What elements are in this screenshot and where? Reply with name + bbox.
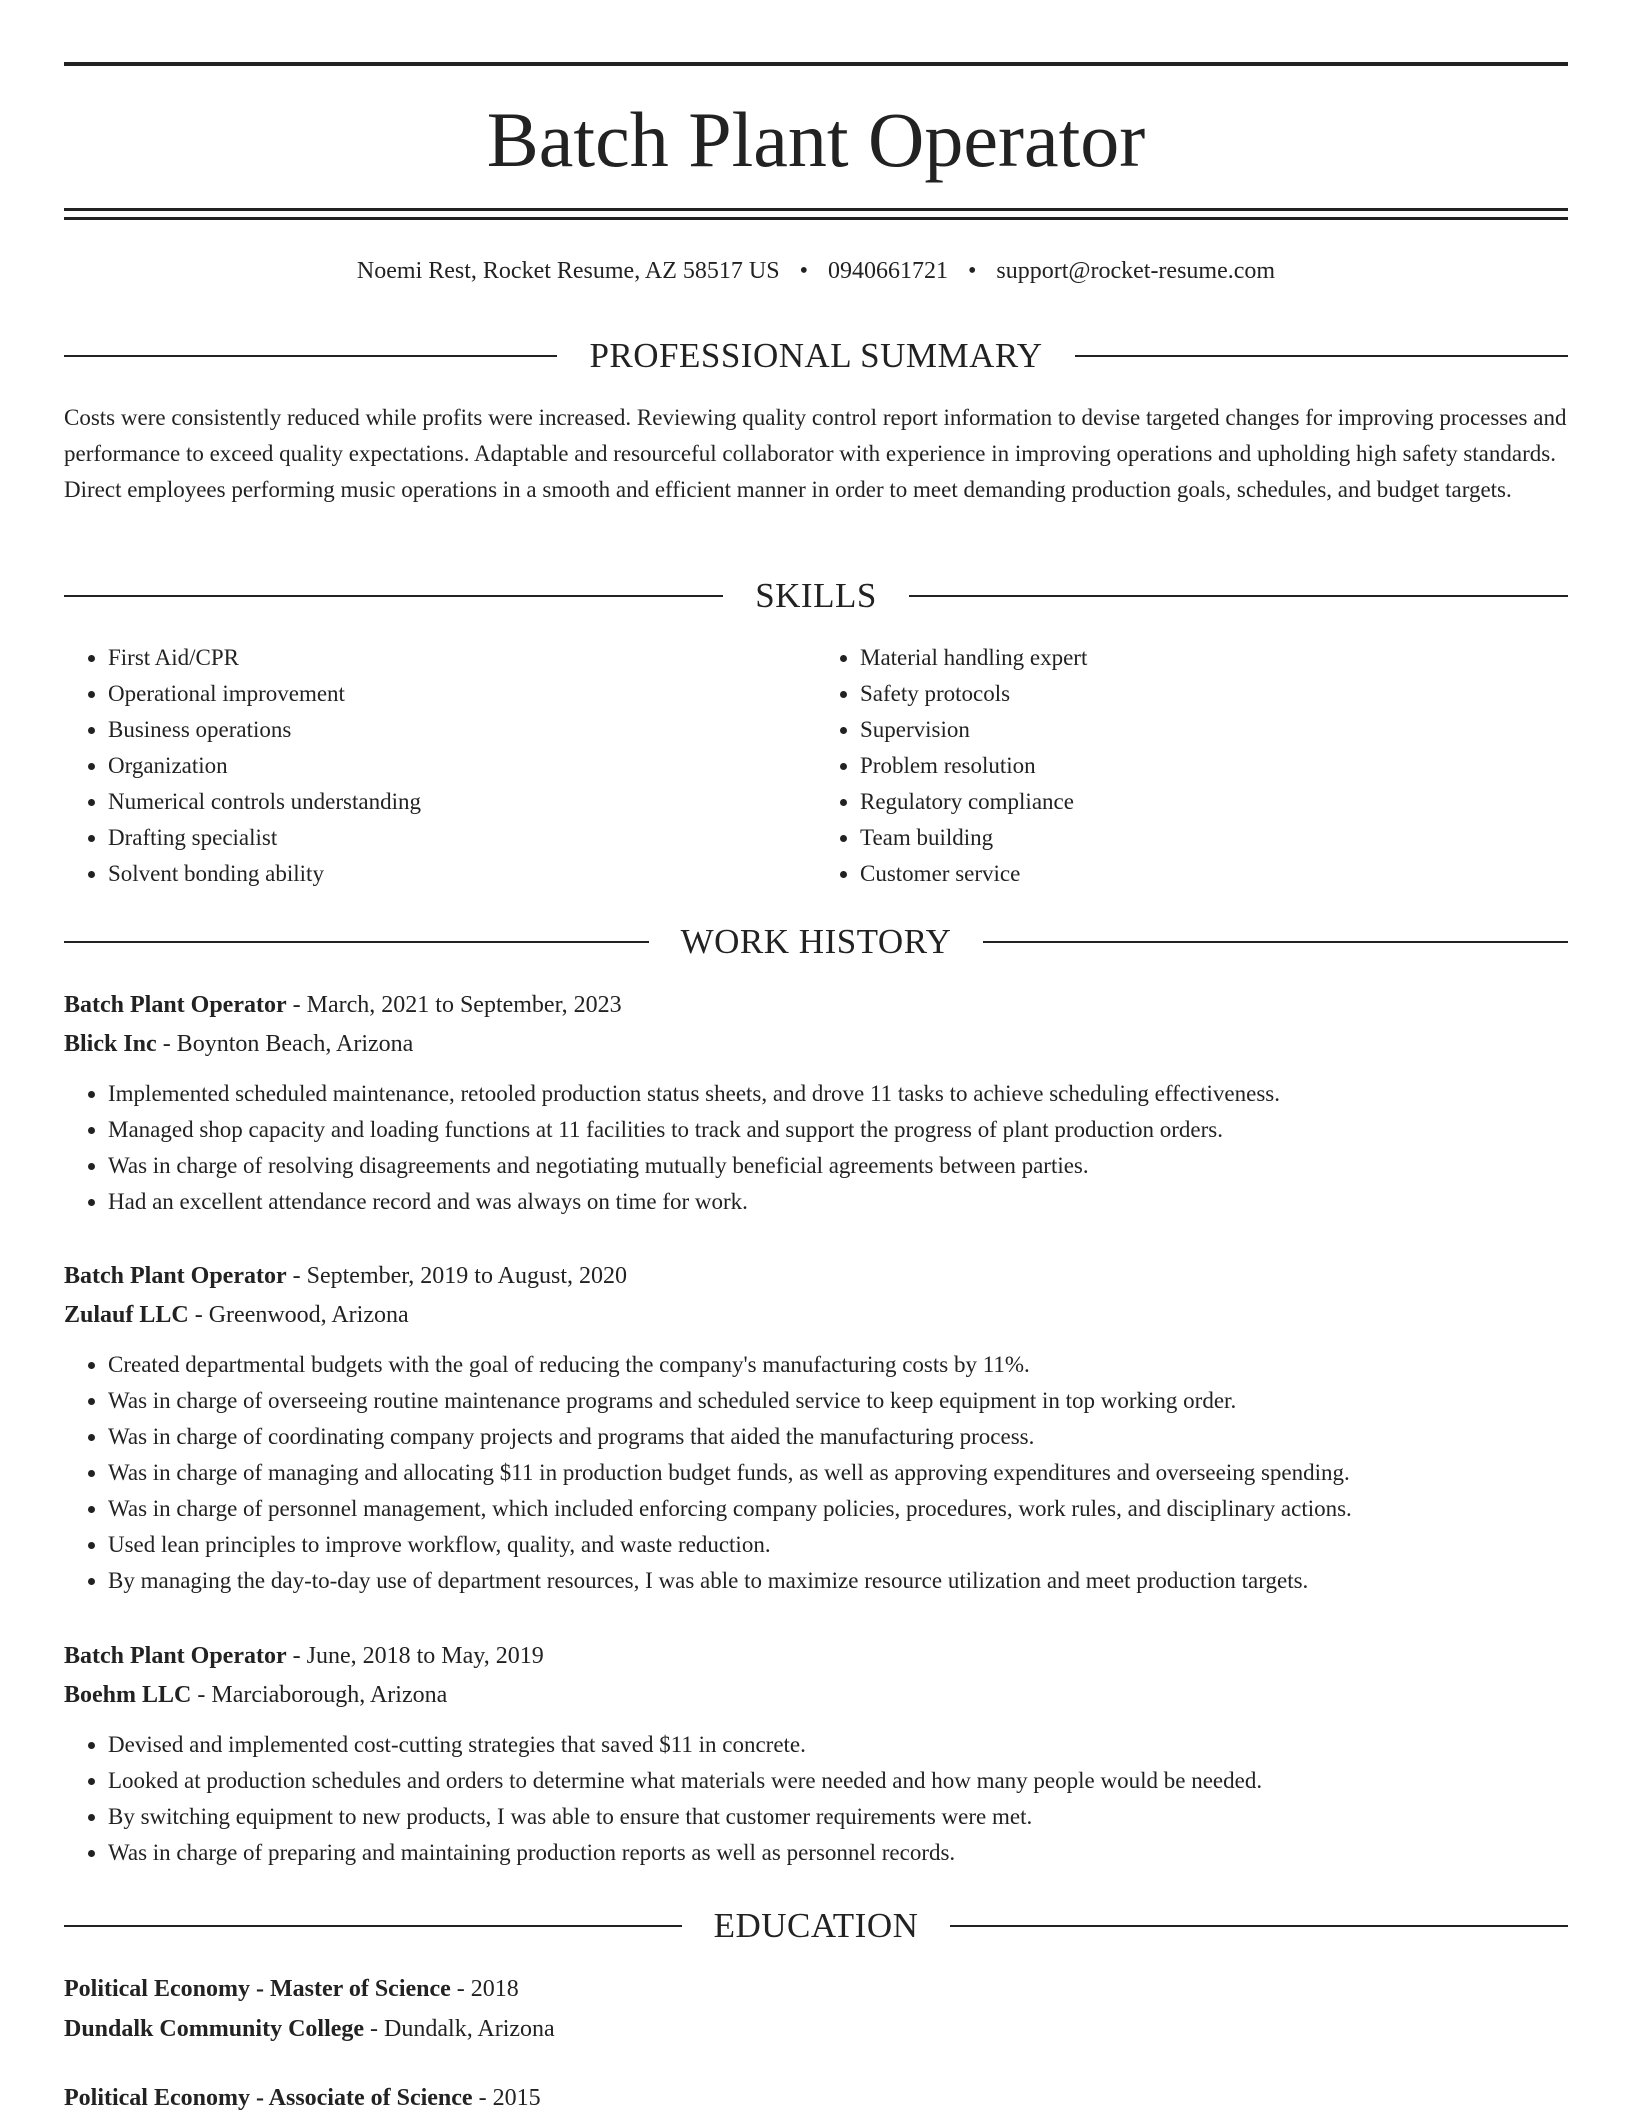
skill-item: • Business operations: [108, 712, 816, 748]
education-school-line: [64, 2011, 1568, 2047]
job-company: Blick Inc: [64, 1031, 157, 1057]
skill-item: • Customer service: [860, 856, 1568, 892]
job-company: Zulauf LLC: [64, 1302, 189, 1328]
job-bullet: • Devised and implemented cost-cutting strategies that saved $11 in concrete.: [108, 1727, 1568, 1763]
job-bullet: • Was in charge of managing and allocating $11 in production budget funds, as well as approving expenditures and overseeing spending.: [108, 1455, 1568, 1491]
skill-item: • Team building: [860, 820, 1568, 856]
education-degree: Political Economy - Master of Science: [64, 1976, 451, 2002]
job-bullets: [64, 1727, 1568, 1871]
divider-line: [1075, 355, 1568, 357]
job-title: Batch Plant Operator: [64, 1263, 287, 1289]
section-header-education: [64, 1906, 1568, 1946]
education-degree-line: [64, 1971, 1568, 2007]
job-dates: - June, 2018 to May, 2019: [286, 1643, 544, 1669]
job-bullet: • Was in charge of preparing and maintaining production reports as well as personnel records.: [108, 1835, 1568, 1871]
skills-column-right: [816, 640, 1568, 892]
resume-name: Batch Plant Operator: [486, 96, 1146, 183]
job-bullet: • By switching equipment to new products, I was able to ensure that customer requirements were met.: [108, 1799, 1568, 1835]
job-bullet: • Was in charge of resolving disagreements and negotiating mutually beneficial agreements between parties.: [108, 1148, 1568, 1184]
job-bullet: • Was in charge of personnel management, which included enforcing company policies, procedures, work rules, and disciplinary actions.: [108, 1491, 1568, 1527]
section-title: WORK HISTORY: [680, 922, 952, 961]
contact-address: Noemi Rest, Rocket Resume, AZ 58517 US: [356, 258, 780, 284]
job-bullet: • By managing the day-to-day use of department resources, I was able to maximize resource utilization and meet production targets.: [108, 1563, 1568, 1599]
job-location: - Boynton Beach, Arizona: [156, 1031, 414, 1057]
skill-item: • Material handling expert: [860, 640, 1568, 676]
divider-line: [909, 595, 1568, 597]
job-company-line: [64, 1677, 1568, 1713]
job-bullet: • Managed shop capacity and loading functions at 11 facilities to track and support the progress of plant production orders.: [108, 1112, 1568, 1148]
job-bullet: • Implemented scheduled maintenance, retooled production status sheets, and drove 11 tasks to achieve scheduling effectiveness.: [108, 1076, 1568, 1112]
job-bullet: • Created departmental budgets with the goal of reducing the company's manufacturing costs by 11%.: [108, 1347, 1568, 1383]
skill-item: • Operational improvement: [108, 676, 816, 712]
education-entry: [64, 1971, 1568, 2047]
job-entry: [64, 1258, 1568, 1599]
education-entry: [64, 2080, 1568, 2116]
summary-text: Costs were consistently reduced while profits were increased. Reviewing quality control report information to devise targeted changes for improving processes and performance to exceed quality expectations. Adaptable and resourceful collaborator with experience in improving operations and upholding high safety standards. Direct employees performing music operations in a smooth and efficient manner in order to meet demanding production goals, schedules, and budget targets.: [64, 405, 1567, 502]
contact-line: [64, 254, 1568, 288]
contact-separator: •: [967, 258, 977, 284]
skill-item: • Drafting specialist: [108, 820, 816, 856]
skill-item: • Numerical controls understanding: [108, 784, 816, 820]
education-year: - 2015: [472, 2085, 541, 2111]
job-bullet: • Looked at production schedules and orders to determine what materials were needed and how many people would be needed.: [108, 1763, 1568, 1799]
skill-item: • Problem resolution: [860, 748, 1568, 784]
education-degree-line: [64, 2080, 1568, 2116]
contact-phone: 0940661721: [827, 258, 948, 284]
job-title-line: [64, 1638, 1568, 1674]
job-company-line: [64, 1026, 1568, 1062]
job-title: Batch Plant Operator: [64, 992, 287, 1018]
skills-list: [64, 640, 1568, 892]
job-company-line: [64, 1297, 1568, 1333]
job-bullet: • Used lean principles to improve workflow, quality, and waste reduction.: [108, 1527, 1568, 1563]
double-rule: [64, 208, 1568, 220]
skill-item: • Organization: [108, 748, 816, 784]
section-header-skills: [64, 576, 1568, 616]
skill-item: • Solvent bonding ability: [108, 856, 816, 892]
education-year: - 2018: [450, 1976, 519, 2002]
skill-item: • Supervision: [860, 712, 1568, 748]
skill-item: • First Aid/CPR: [108, 640, 816, 676]
job-bullets: [64, 1076, 1568, 1220]
job-location: - Marciaborough, Arizona: [191, 1682, 448, 1708]
job-bullet: • Had an excellent attendance record and was always on time for work.: [108, 1184, 1568, 1220]
education-degree: Political Economy - Associate of Science: [64, 2085, 473, 2111]
section-title: PROFESSIONAL SUMMARY: [589, 336, 1043, 375]
job-title-line: [64, 1258, 1568, 1294]
top-rule: [64, 62, 1568, 66]
divider-line: [983, 941, 1568, 943]
job-bullet: • Was in charge of overseeing routine maintenance programs and scheduled service to keep equipment in top working order.: [108, 1383, 1568, 1419]
skills-column-left: [64, 640, 816, 892]
job-entry: [64, 1638, 1568, 1871]
job-location: - Greenwood, Arizona: [188, 1302, 409, 1328]
contact-separator: •: [799, 258, 808, 284]
section-title: SKILLS: [755, 576, 877, 615]
skill-item: • Regulatory compliance: [860, 784, 1568, 820]
section-title: EDUCATION: [713, 1906, 919, 1945]
job-bullet: • Was in charge of coordinating company projects and programs that aided the manufacturing process.: [108, 1419, 1568, 1455]
job-company: Boehm LLC: [64, 1682, 192, 1708]
job-dates: - March, 2021 to September, 2023: [286, 992, 622, 1018]
education-school: Dundalk Community College: [64, 2016, 365, 2042]
job-bullets: [64, 1347, 1568, 1599]
divider-line: [64, 941, 649, 943]
education-location: - Dundalk, Arizona: [364, 2016, 555, 2042]
section-header-work: [64, 922, 1568, 962]
divider-line: [950, 1925, 1568, 1927]
section-header-summary: [64, 336, 1568, 376]
divider-line: [64, 595, 723, 597]
job-entry: [64, 987, 1568, 1220]
job-dates: - September, 2019 to August, 2020: [286, 1263, 627, 1289]
divider-line: [64, 1925, 682, 1927]
divider-line: [64, 355, 557, 357]
job-title-line: [64, 987, 1568, 1023]
skill-item: • Safety protocols: [860, 676, 1568, 712]
contact-email: support@rocket-resume.com: [996, 258, 1276, 284]
job-title: Batch Plant Operator: [64, 1643, 287, 1669]
